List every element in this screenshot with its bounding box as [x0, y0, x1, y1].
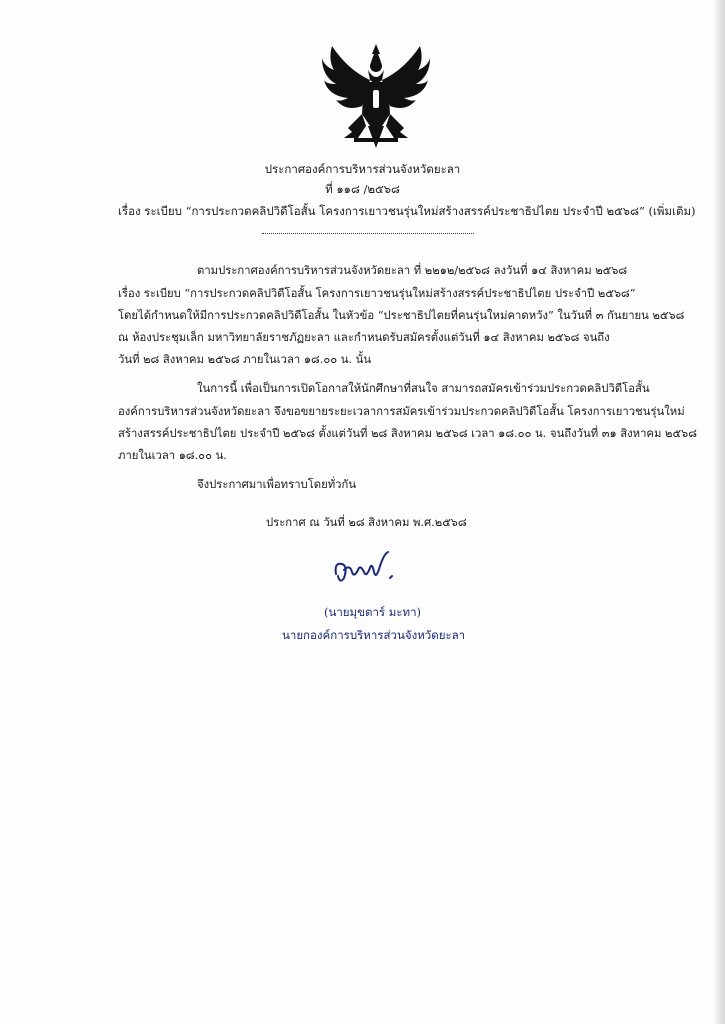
announcement-date: ประกาศ ณ วันที่ ๒๘ สิงหาคม พ.ศ.๒๕๖๘ — [266, 516, 467, 529]
subject-line: เรื่อง ระเบียบ “การประกวดคลิปวิดีโอสั้น โครงการเยาวชนรุ่นใหม่สร้างสรรค์ประชาธิปไตย ประจำปี ๒๕๖๘” (เพิ่มเติม) — [118, 204, 696, 218]
signer-name: (นายมุขตาร์ มะทา) — [324, 605, 422, 619]
paragraph-2-line-4: ภายในเวลา ๑๘.๐๐ น. — [118, 449, 227, 462]
org-heading: ประกาศองค์การบริหารส่วนจังหวัดยะลา — [264, 162, 461, 176]
paragraph-1-line-3: โดยได้กำหนดให้มีการประกวดคลิปวิดีโอสั้น ในหัวข้อ “ประชาธิปไตยที่คนรุ่นใหม่คาดหวัง” ในวันที่ ๓ กันยายน ๒๕๖๘ — [118, 309, 685, 322]
paragraph-1-line-2: เรื่อง ระเบียบ “การประกวดคลิปวิดีโอสั้น โครงการเยาวชนรุ่นใหม่สร้างสรรค์ประชาธิปไตย ประจำปี ๒๕๖๘” — [118, 287, 636, 300]
dotted-divider — [262, 233, 474, 234]
paragraph-1-line-4: ณ ห้องประชุมเล็ก มหาวิทยาลัยราชภัฏยะลา และกำหนดรับสมัครตั้งแต่วันที่ ๑๔ สิงหาคม ๒๕๖๘ จนถึง — [118, 331, 610, 344]
signer-title: นายกองค์การบริหารส่วนจังหวัดยะลา — [282, 628, 466, 642]
handwritten-signature — [330, 548, 400, 592]
paragraph-1-line-1: ตามประกาศองค์การบริหารส่วนจังหวัดยะลา ที่ ๒๒๑๒/๒๕๖๘ ลงวันที่ ๑๔ สิงหาคม ๒๕๖๘ — [197, 264, 628, 277]
announce-closing: จึงประกาศมาเพื่อทราบโดยทั่วกัน — [197, 478, 357, 491]
paragraph-1-line-5: วันที่ ๒๘ สิงหาคม ๒๕๖๘ ภายในเวลา ๑๘.๐๐ น. นั้น — [118, 353, 372, 366]
garuda-emblem-icon — [318, 40, 434, 152]
paragraph-2-line-3: สร้างสรรค์ประชาธิปไตย ประจำปี ๒๕๖๘ ตั้งแต่วันที่ ๒๘ สิงหาคม ๒๕๖๘ เวลา ๑๘.๐๐ น. จนถึงวันที่ ๓๑ สิงหาคม ๒๕๖๘ — [118, 427, 697, 440]
paragraph-2-line-1: ในการนี้ เพื่อเป็นการเปิดโอกาสให้นักศึกษาที่สนใจ สามารถสมัครเข้าร่วมประกวดคลิปวิดีโอสั้น — [197, 382, 650, 395]
page-edge-shadow — [715, 0, 725, 1024]
paragraph-2-line-2: องค์การบริหารส่วนจังหวัดยะลา จึงขอขยายระยะเวลาการสมัครเข้าร่วมประกวดคลิปวิดีโอสั้น โครงการเยาวชนรุ่นใหม่ — [118, 405, 685, 418]
announcement-number: ที่ ๑๑๘ /๒๕๖๘ — [325, 182, 400, 196]
